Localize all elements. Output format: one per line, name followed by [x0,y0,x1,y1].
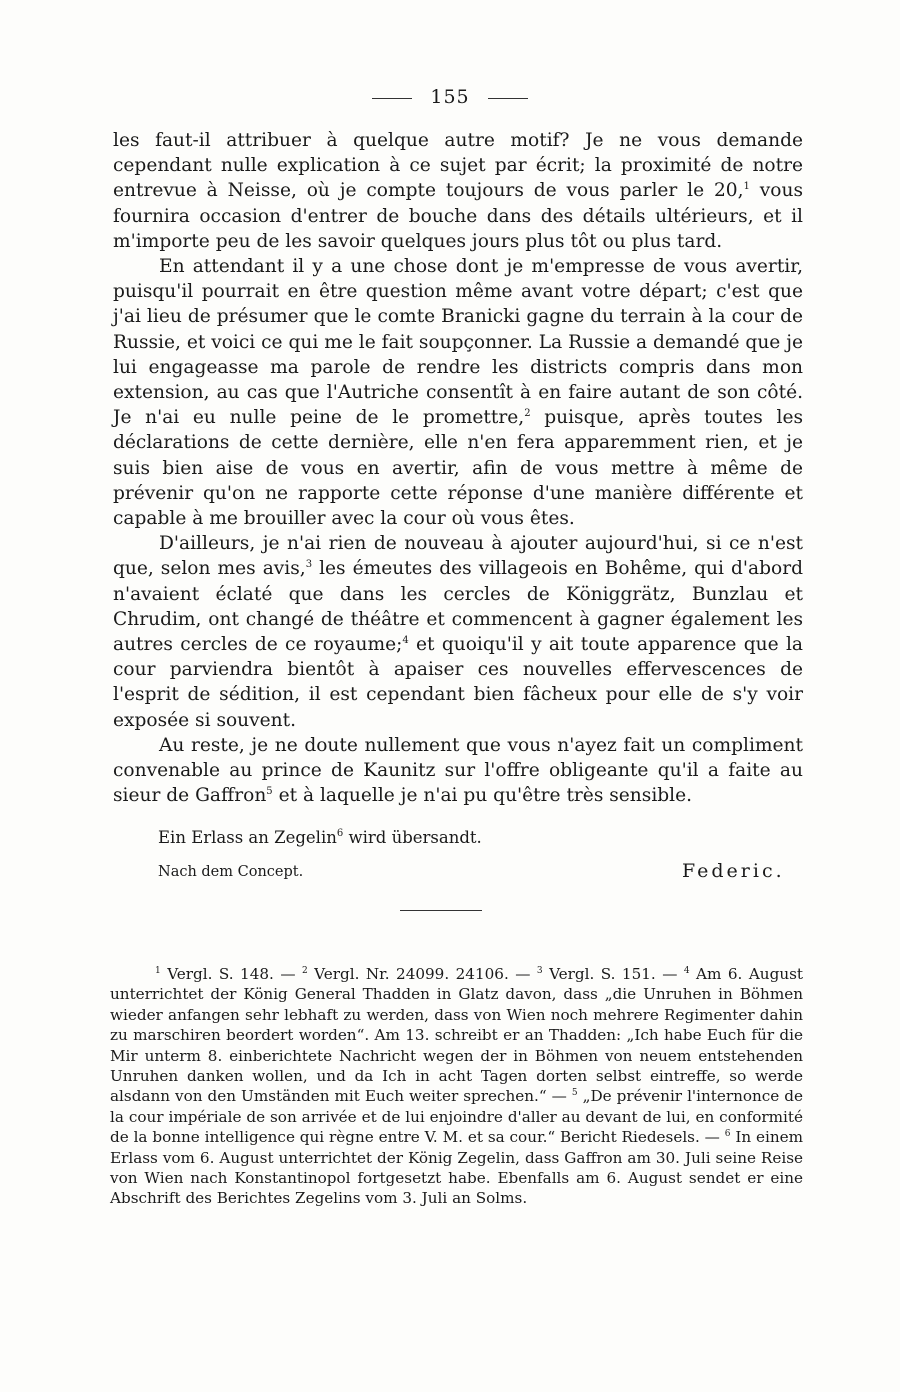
footnotes [110,964,803,1209]
header-rule-left [372,98,412,99]
page-header [0,86,900,108]
footnote-ref: 2 [524,408,531,420]
header-rule-right [488,98,528,99]
paragraph-2: En attendant il y a une chose dont je m'empresse de vous avertir, puisqu'il pourrait en être question même avant votre départ; c'est que j'ai lieu de présumer que le comte Branicki gagne du terrain à la cour de Russie, et voici ce qui me le fait soupçonner. La Russie a demandé que je lui engageasse ma parole de rendre les districts compris dans mon extension, au cas que l'Autriche consentît à en faire autant de son côté. Je n'ai eu nulle peine de le promettre,$^2$ puisque, après toutes les déclarations de cette dernière, elle n'en fera apparemment rien, et je suis bien aise de vous en avertir, afin de vous mettre à même de prévenir qu'on ne rapporte cette réponse d'une manière différente et capable à me brouiller avec la cour où vous êtes. [113,256,803,530]
footnote-ref: 1 [743,181,750,193]
section-divider [400,910,482,911]
footnote-ref: 5 [266,786,273,798]
paragraph-3: D'ailleurs, je n'ai rien de nouveau à ajouter aujourd'hui, si ce n'est que, selon mes avis,$^3$ les émeutes des villageois en Bohême, qui d'abord n'avaient éclaté que dans les cercles de Königgrätz, Bunzlau et Chrudim, ont changé de théâtre et commencent à gagner également les autres cercles de ce royaume;$^4$ et quoiqu'il y ait toute apparence que la cour parviendra bientôt à apaiser ces nouvelles effervescences de l'esprit de sédition, il est cependant bien fâcheux pour elle de s'y voir exposée si souvent. [113,533,803,731]
paragraph-1: les faut-il attribuer à quelque autre motif? Je ne vous demande cependant nulle explication à ce sujet par écrit; la proximité de notre entrevue à Neisse, où je compte toujours de vous parler le 20,$^1$ vous fournira occasion d'entrer de bouche dans des détails ultérieurs, et il m'importe peu de les savoir quelques jours plus tôt ou plus tard. [113,130,803,252]
paragraph-4: Au reste, je ne doute nullement que vous n'ayez fait un compliment convenable au prince de Kaunitz sur l'offre obligeante qu'il a faite au sieur de Gaffron$^5$ et à laquelle je n'ai pu qu'être très sensible. [113,734,803,807]
footnote-ref: 3 [305,559,313,571]
footnote-ref: 4 [402,635,409,647]
enclosure-note: Ein Erlass an Zegelin$^6$ wird übersandt. [158,828,482,847]
page-number: 155 [430,86,470,108]
footnote-ref: 6 [336,828,344,839]
source-note: Nach dem Concept. [158,864,304,880]
letter-body [113,128,803,808]
footnote-block: $^1$ Vergl. S. 148. — $^2$ Vergl. Nr. 24099. 24106. — $^3$ Vergl. S. 151. — $^4$ Am 6. August unterrichtet der König General Thadden in Glatz davon, dass „die Unruhen in Böhmen wieder anfangen sehr lebhaft zu werden, dass von Wien noch mehrere Regimenter dahin zu marschiren beordert worden“. Am 13. schreibt er an Thadden: „Ich habe Euch für die Mir unterm 8. einberichtete Nachricht wegen der in Böhmen von neuem entstehenden Unruhen danken wollen, und da Ich in acht Tagen dorten selbst eintreffe, so werde alsdann von den Umständen mit Euch weiter sprechen.“ — $^5$ „De prévenir l'internonce de la cour impériale de son arrivée et de lui enjoindre d'aller au devant de lui, en conformité de la bonne intelligence qui règne entre V. M. et sa cour.“ Bericht Riedesels. — $^6$ In einem Erlass vom 6. August unterrichtet der König Zegelin, dass Gaffron am 30. Juli seine Reise von Wien nach Konstantinopol fortgesetzt habe. Ebenfalls am 6. August sendet er eine Abschrift des Berichtes Zegelins vom 3. Juli an Solms. [110,965,804,1208]
signature: Federic. [682,860,785,882]
